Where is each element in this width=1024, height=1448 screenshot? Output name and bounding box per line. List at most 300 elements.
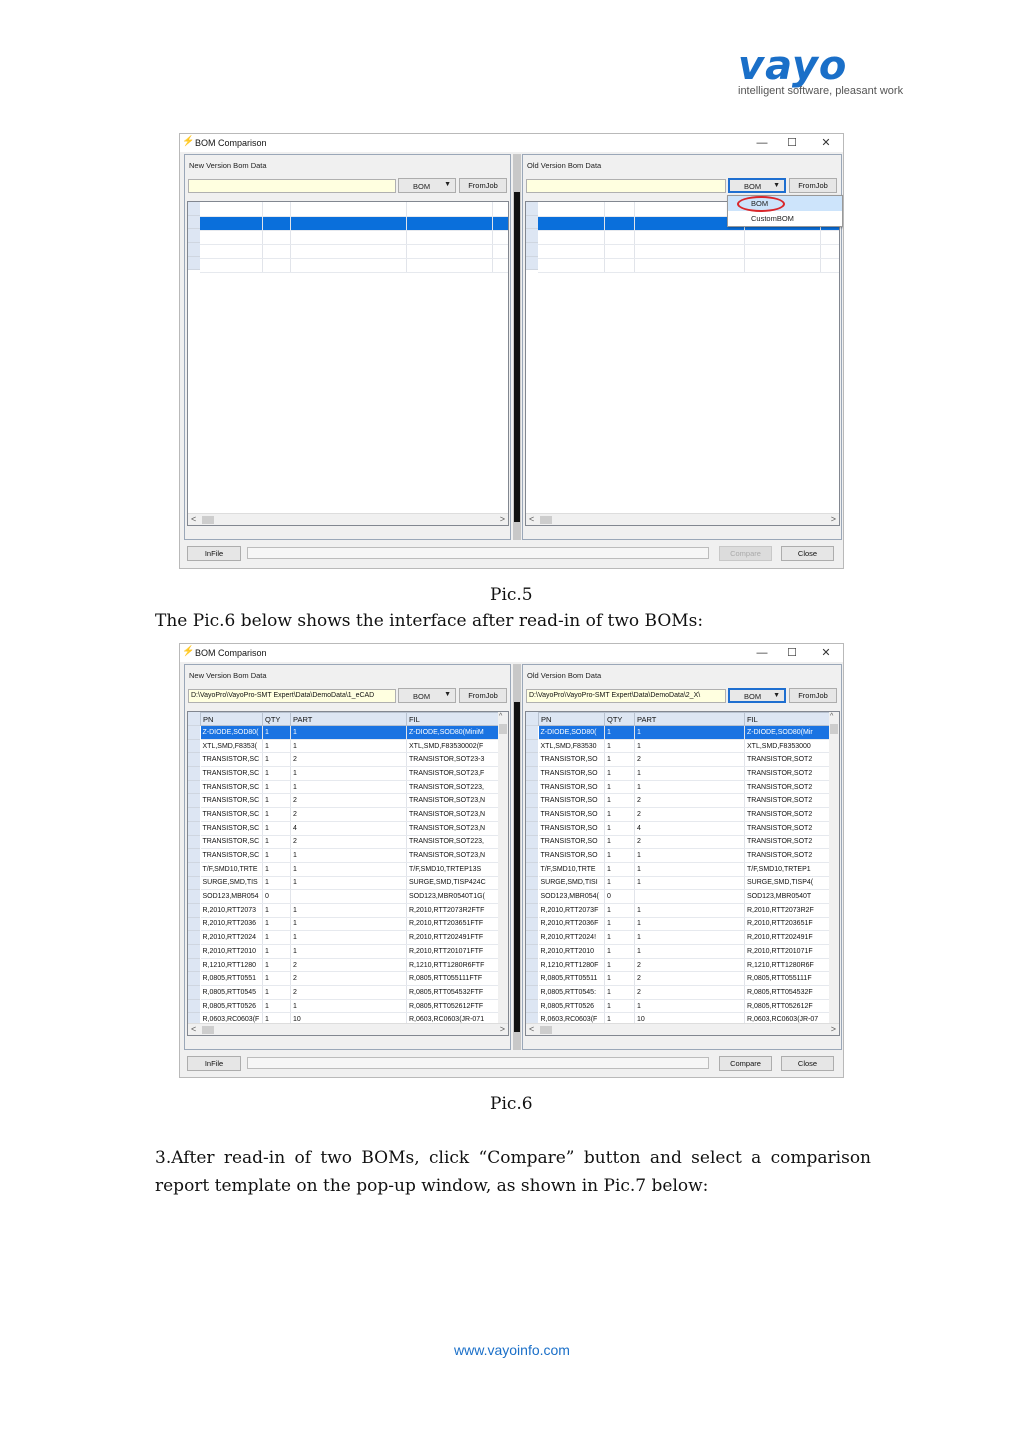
new-pane-label: New Version Bom Data bbox=[189, 671, 267, 680]
table-cell: TRANSISTOR,SOT2 bbox=[745, 821, 830, 835]
table-row[interactable] bbox=[539, 876, 830, 890]
table-cell: TRANSISTOR,SO bbox=[539, 794, 605, 808]
logo-tagline: intelligent software, pleasant work bbox=[738, 85, 904, 97]
table-cell: 1 bbox=[635, 726, 745, 740]
footer-url[interactable]: www.vayoinfo.com bbox=[454, 1342, 570, 1358]
scroll-left-icon[interactable]: < bbox=[529, 514, 535, 524]
table-row[interactable] bbox=[201, 999, 499, 1013]
table-cell: 1 bbox=[291, 849, 407, 863]
table-row[interactable] bbox=[201, 780, 499, 794]
table-row[interactable] bbox=[539, 972, 830, 986]
new-path-input[interactable] bbox=[188, 179, 396, 193]
table-cell: SOD123,MBR054 bbox=[201, 890, 263, 904]
table-cell: R,0603,RC0603(F bbox=[201, 1013, 263, 1027]
table-cell: 1 bbox=[635, 876, 745, 890]
table-cell: 1 bbox=[263, 862, 291, 876]
table-cell: 1 bbox=[605, 726, 635, 740]
scroll-up-icon[interactable]: ^ bbox=[499, 713, 503, 720]
table-row[interactable] bbox=[539, 808, 830, 822]
old-version-pane bbox=[522, 664, 842, 1050]
table-cell: R,1210,RTT1280R6FTF bbox=[407, 958, 499, 972]
table-row[interactable] bbox=[538, 230, 840, 244]
table-cell: SURGE,SMD,TISP424C bbox=[407, 876, 499, 890]
table-cell: 1 bbox=[605, 931, 635, 945]
table-row[interactable] bbox=[201, 821, 499, 835]
scroll-up-icon[interactable]: ^ bbox=[830, 713, 834, 720]
table-cell: 1 bbox=[635, 780, 745, 794]
table-cell: 1 bbox=[605, 917, 635, 931]
new-bom-type-select[interactable] bbox=[398, 178, 456, 193]
table-cell: 1 bbox=[291, 931, 407, 945]
table-row[interactable] bbox=[539, 917, 830, 931]
horizontal-scrollbar[interactable] bbox=[526, 1023, 839, 1035]
table-cell: R,2010,RTT2036 bbox=[201, 917, 263, 931]
table-row[interactable] bbox=[201, 808, 499, 822]
table-cell: 1 bbox=[291, 876, 407, 890]
table-cell: 4 bbox=[291, 821, 407, 835]
table-cell: 1 bbox=[635, 739, 745, 753]
new-bom-table bbox=[200, 202, 509, 273]
table-row[interactable] bbox=[539, 821, 830, 835]
table-cell: TRANSISTOR,SOT23,N bbox=[407, 821, 499, 835]
table-row[interactable] bbox=[201, 753, 499, 767]
step-3-paragraph: 3.After read-in of two BOMs, click “Compare” button and select a comparison report template on the pop-up window, as shown in Pic.7 below: bbox=[155, 1148, 871, 1196]
table-cell: 2 bbox=[291, 794, 407, 808]
table-cell: 2 bbox=[635, 958, 745, 972]
table-cell: TRANSISTOR,SOT2 bbox=[745, 808, 830, 822]
table-cell: TRANSISTOR,SO bbox=[539, 835, 605, 849]
table-cell: TRANSISTOR,SOT23,N bbox=[407, 794, 499, 808]
splitter-bar bbox=[514, 702, 520, 1032]
old-combo-value: BOM bbox=[744, 182, 762, 191]
vertical-scrollbar[interactable] bbox=[829, 712, 839, 1023]
table-cell: 1 bbox=[605, 780, 635, 794]
table-cell: 1 bbox=[605, 876, 635, 890]
scroll-thumb[interactable] bbox=[540, 516, 552, 524]
table-cell: 2 bbox=[635, 808, 745, 822]
new-bom-grid[interactable] bbox=[187, 711, 509, 1036]
table-cell: R,1210,RTT1280R6F bbox=[745, 958, 830, 972]
old-bom-type-select[interactable] bbox=[728, 178, 786, 193]
table-cell: R,2010,RTT201071FTF bbox=[407, 945, 499, 959]
table-row[interactable] bbox=[201, 931, 499, 945]
chevron-down-icon: ▼ bbox=[444, 181, 451, 188]
table-cell: 2 bbox=[291, 958, 407, 972]
table-cell: 1 bbox=[263, 931, 291, 945]
vertical-scrollbar[interactable] bbox=[498, 712, 508, 1023]
table-cell: R,2010,RTT2036F bbox=[539, 917, 605, 931]
table-cell: 1 bbox=[263, 999, 291, 1013]
table-cell: 1 bbox=[635, 862, 745, 876]
table-cell: 1 bbox=[605, 808, 635, 822]
new-pane-label: New Version Bom Data bbox=[189, 161, 267, 170]
table-cell: 4 bbox=[635, 821, 745, 835]
table-row[interactable] bbox=[539, 986, 830, 1000]
table-row[interactable] bbox=[201, 876, 499, 890]
table-cell: R,2010,RTT2073R2F bbox=[745, 903, 830, 917]
table-cell: 1 bbox=[635, 945, 745, 959]
old-path-input[interactable] bbox=[526, 179, 726, 193]
caption-pic6: Pic.6 bbox=[490, 1094, 533, 1114]
table-row[interactable] bbox=[200, 202, 509, 216]
table-cell: TRANSISTOR,SOT2 bbox=[745, 849, 830, 863]
table-cell: 1 bbox=[291, 767, 407, 781]
table-cell: R,0805,RTT055111FTF bbox=[407, 972, 499, 986]
table-cell: 2 bbox=[635, 972, 745, 986]
table-cell: 1 bbox=[263, 780, 291, 794]
pane-splitter[interactable] bbox=[513, 664, 521, 1050]
old-combo-value: BOM bbox=[744, 692, 762, 701]
table-cell: R,2010,RTT2024! bbox=[539, 931, 605, 945]
scroll-thumb[interactable] bbox=[499, 724, 507, 734]
table-cell: 1 bbox=[263, 821, 291, 835]
table-row[interactable] bbox=[201, 767, 499, 781]
scroll-right-icon[interactable]: > bbox=[830, 1024, 836, 1034]
table-cell: 1 bbox=[605, 862, 635, 876]
scroll-right-icon[interactable]: > bbox=[499, 1024, 505, 1034]
table-cell: TRANSISTOR,SC bbox=[201, 821, 263, 835]
new-bom-type-select[interactable] bbox=[398, 688, 456, 703]
compare-button[interactable]: Compare bbox=[719, 1056, 772, 1071]
table-cell: SURGE,SMD,TISI bbox=[539, 876, 605, 890]
table-cell: 1 bbox=[635, 917, 745, 931]
scroll-right-icon[interactable]: > bbox=[499, 514, 505, 524]
new-bom-grid[interactable] bbox=[187, 201, 509, 526]
table-cell: 1 bbox=[263, 972, 291, 986]
table-cell: 1 bbox=[263, 903, 291, 917]
highlight-ring bbox=[737, 196, 785, 212]
table-cell: 1 bbox=[291, 999, 407, 1013]
table-row[interactable] bbox=[539, 780, 830, 794]
table-cell: 1 bbox=[263, 958, 291, 972]
table-row[interactable] bbox=[201, 862, 499, 876]
table-cell: 2 bbox=[291, 835, 407, 849]
table-cell: 1 bbox=[263, 794, 291, 808]
table-cell: R,2010,RTT2024 bbox=[201, 931, 263, 945]
table-row[interactable] bbox=[201, 958, 499, 972]
table-row[interactable] bbox=[538, 244, 840, 258]
progress-bar bbox=[247, 1057, 709, 1069]
table-cell: TRANSISTOR,SOT2 bbox=[745, 753, 830, 767]
table-cell: 1 bbox=[605, 739, 635, 753]
table-cell: R,1210,RTT1280F bbox=[539, 958, 605, 972]
new-version-pane bbox=[184, 154, 511, 540]
compare-button[interactable]: Compare bbox=[719, 546, 772, 561]
table-row[interactable] bbox=[201, 945, 499, 959]
app-icon: ⚡ bbox=[182, 646, 195, 657]
table-cell: R,0805,RTT054532F bbox=[745, 986, 830, 1000]
horizontal-scrollbar[interactable] bbox=[188, 513, 508, 525]
table-cell: TRANSISTOR,SO bbox=[539, 753, 605, 767]
table-row[interactable] bbox=[539, 862, 830, 876]
table-cell: 1 bbox=[263, 917, 291, 931]
table-cell: 1 bbox=[605, 999, 635, 1013]
old-path-input[interactable]: D:\VayoPro\VayoPro-SMT Expert\Data\DemoData\2_X\ bbox=[526, 689, 726, 703]
table-row[interactable] bbox=[539, 890, 830, 904]
table-cell: T/F,SMD10,TRTEP13S bbox=[407, 862, 499, 876]
table-cell: TRANSISTOR,SOT223, bbox=[407, 780, 499, 794]
table-cell: TRANSISTOR,SO bbox=[539, 780, 605, 794]
table-row[interactable] bbox=[201, 917, 499, 931]
table-cell: 1 bbox=[263, 808, 291, 822]
table-cell: R,0603,RC0603(F bbox=[539, 1013, 605, 1027]
table-cell: SOD123,MBR0540T1G( bbox=[407, 890, 499, 904]
scroll-thumb[interactable] bbox=[540, 1026, 552, 1034]
table-row[interactable] bbox=[539, 835, 830, 849]
table-cell: XTL,SMD,F83530002(F bbox=[407, 739, 499, 753]
pane-splitter[interactable] bbox=[513, 154, 521, 540]
table-row[interactable] bbox=[539, 931, 830, 945]
table-cell: XTL,SMD,F83530 bbox=[539, 739, 605, 753]
old-bom-grid[interactable] bbox=[525, 711, 840, 1036]
table-row[interactable] bbox=[539, 903, 830, 917]
row-headers bbox=[526, 202, 538, 272]
dropdown-option-custombom[interactable]: CustomBOM bbox=[751, 214, 794, 223]
table-cell: SURGE,SMD,TIS bbox=[201, 876, 263, 890]
horizontal-scrollbar[interactable] bbox=[526, 513, 839, 525]
table-cell: 1 bbox=[263, 739, 291, 753]
table-row[interactable] bbox=[201, 986, 499, 1000]
table-cell: 1 bbox=[635, 931, 745, 945]
scroll-left-icon[interactable]: < bbox=[529, 1024, 535, 1034]
table-cell: 1 bbox=[263, 726, 291, 740]
table-row[interactable] bbox=[538, 258, 840, 272]
table-row[interactable] bbox=[200, 244, 509, 258]
scroll-thumb[interactable] bbox=[830, 724, 838, 734]
table-row[interactable] bbox=[539, 999, 830, 1013]
table-row[interactable] bbox=[200, 258, 509, 272]
close-window-button[interactable]: ✕ bbox=[821, 137, 831, 149]
row-headers bbox=[188, 712, 200, 1035]
intro-pic6: The Pic.6 below shows the interface after read-in of two BOMs: bbox=[155, 611, 704, 631]
close-button[interactable]: Close bbox=[781, 1056, 834, 1071]
table-cell: R,2010,RTT2073F bbox=[539, 903, 605, 917]
col-header-fil[interactable]: FIL bbox=[745, 713, 830, 726]
table-row[interactable] bbox=[201, 726, 499, 740]
table-cell: XTL,SMD,F8353000 bbox=[745, 739, 830, 753]
table-cell: 1 bbox=[605, 835, 635, 849]
col-header-pn[interactable]: PN bbox=[201, 713, 263, 726]
table-cell: 1 bbox=[605, 821, 635, 835]
table-cell: T/F,SMD10,TRTEP1 bbox=[745, 862, 830, 876]
table-cell: R,2010,RTT203651FTF bbox=[407, 917, 499, 931]
close-window-button[interactable]: ✕ bbox=[821, 647, 831, 659]
scroll-left-icon[interactable]: < bbox=[191, 514, 197, 524]
table-cell: 2 bbox=[291, 986, 407, 1000]
table-cell: R,0805,RTT052612FTF bbox=[407, 999, 499, 1013]
table-row[interactable] bbox=[539, 794, 830, 808]
table-cell: 1 bbox=[291, 739, 407, 753]
table-cell: 1 bbox=[263, 986, 291, 1000]
infile-button[interactable]: InFile bbox=[187, 1056, 241, 1071]
table-cell: 1 bbox=[635, 903, 745, 917]
table-cell: 1 bbox=[291, 862, 407, 876]
window-title: BOM Comparison bbox=[195, 138, 267, 148]
maximize-button[interactable]: ☐ bbox=[787, 137, 797, 149]
minimize-button[interactable]: — bbox=[756, 137, 768, 149]
col-header-pn[interactable]: PN bbox=[539, 713, 605, 726]
old-bom-table bbox=[538, 712, 830, 1032]
table-cell: R,2010,RTT2073 bbox=[201, 903, 263, 917]
scroll-left-icon[interactable]: < bbox=[191, 1024, 197, 1034]
new-fromjob-button[interactable]: FromJob bbox=[459, 688, 507, 703]
col-header-qty[interactable]: QTY bbox=[263, 713, 291, 726]
table-cell: TRANSISTOR,SO bbox=[539, 767, 605, 781]
logo-wordmark: vayo bbox=[738, 43, 848, 89]
table-cell: R,0805,RTT0526 bbox=[201, 999, 263, 1013]
table-cell: R,0805,RTT055111F bbox=[745, 972, 830, 986]
table-cell: 2 bbox=[635, 794, 745, 808]
old-fromjob-button[interactable]: FromJob bbox=[789, 178, 837, 193]
table-cell: 1 bbox=[605, 794, 635, 808]
table-cell: TRANSISTOR,SO bbox=[539, 849, 605, 863]
table-cell: TRANSISTOR,SC bbox=[201, 808, 263, 822]
table-cell: 1 bbox=[291, 917, 407, 931]
table-row[interactable] bbox=[539, 767, 830, 781]
table-cell: SOD123,MBR0540T bbox=[745, 890, 830, 904]
table-cell: 10 bbox=[635, 1013, 745, 1027]
table-cell: 1 bbox=[605, 903, 635, 917]
table-cell: R,2010,RTT203651F bbox=[745, 917, 830, 931]
table-cell: R,2010,RTT2010 bbox=[539, 945, 605, 959]
table-cell: TRANSISTOR,SC bbox=[201, 753, 263, 767]
table-row[interactable] bbox=[201, 972, 499, 986]
table-cell: R,2010,RTT202491F bbox=[745, 931, 830, 945]
table-cell: 1 bbox=[263, 945, 291, 959]
col-header-part[interactable]: PART bbox=[635, 713, 745, 726]
table-row[interactable] bbox=[539, 945, 830, 959]
table-cell: TRANSISTOR,SOT2 bbox=[745, 780, 830, 794]
minimize-button[interactable]: — bbox=[756, 647, 768, 659]
infile-button[interactable]: InFile bbox=[187, 546, 241, 561]
maximize-button[interactable]: ☐ bbox=[787, 647, 797, 659]
table-cell: 2 bbox=[291, 753, 407, 767]
new-table-body bbox=[201, 726, 499, 1032]
table-cell: R,0805,RTT0545 bbox=[201, 986, 263, 1000]
chevron-down-icon: ▼ bbox=[773, 182, 780, 189]
new-combo-value: BOM bbox=[413, 692, 431, 701]
table-cell: 1 bbox=[635, 999, 745, 1013]
scroll-thumb[interactable] bbox=[202, 516, 214, 524]
table-row[interactable] bbox=[201, 903, 499, 917]
chevron-down-icon: ▼ bbox=[444, 691, 451, 698]
table-cell: Z-DIODE,SOD80(MiniM bbox=[407, 726, 499, 740]
table-cell: R,0805,RTT052612F bbox=[745, 999, 830, 1013]
table-cell: TRANSISTOR,SC bbox=[201, 780, 263, 794]
table-row[interactable] bbox=[539, 739, 830, 753]
table-cell: 1 bbox=[263, 876, 291, 890]
chevron-down-icon: ▼ bbox=[773, 692, 780, 699]
table-cell: SOD123,MBR054( bbox=[539, 890, 605, 904]
table-row[interactable] bbox=[201, 835, 499, 849]
table-cell: 1 bbox=[605, 753, 635, 767]
vayo-logo bbox=[738, 43, 908, 98]
table-cell: TRANSISTOR,SC bbox=[201, 794, 263, 808]
table-cell: 1 bbox=[291, 726, 407, 740]
table-header bbox=[201, 713, 499, 726]
table-row[interactable] bbox=[200, 216, 509, 230]
table-row[interactable] bbox=[200, 230, 509, 244]
old-fromjob-button[interactable]: FromJob bbox=[789, 688, 837, 703]
table-cell: R,0805,RTT054532FTF bbox=[407, 986, 499, 1000]
table-row[interactable] bbox=[539, 958, 830, 972]
table-cell: XTL,SMD,F8353( bbox=[201, 739, 263, 753]
table-row[interactable] bbox=[201, 890, 499, 904]
progress-bar bbox=[247, 547, 709, 559]
table-cell: 2 bbox=[635, 753, 745, 767]
table-cell: R,2010,RTT202491FTF bbox=[407, 931, 499, 945]
table-cell: R,0603,RC0603(JR-07 bbox=[745, 1013, 830, 1027]
table-cell: 1 bbox=[263, 753, 291, 767]
table-header bbox=[539, 713, 830, 726]
table-cell: R,1210,RTT1280 bbox=[201, 958, 263, 972]
new-version-pane bbox=[184, 664, 511, 1050]
table-cell bbox=[291, 890, 407, 904]
table-row[interactable] bbox=[539, 849, 830, 863]
table-row[interactable] bbox=[539, 726, 830, 740]
dropdown-option-bom[interactable]: BOM bbox=[728, 196, 842, 211]
close-button[interactable]: Close bbox=[781, 546, 834, 561]
table-cell: 2 bbox=[291, 972, 407, 986]
window-title: BOM Comparison bbox=[195, 648, 267, 658]
horizontal-scrollbar[interactable] bbox=[188, 1023, 508, 1035]
table-row[interactable] bbox=[201, 794, 499, 808]
title-bar bbox=[180, 134, 843, 152]
new-path-input[interactable]: D:\VayoPro\VayoPro-SMT Expert\Data\DemoData\1_eCAD bbox=[188, 689, 396, 703]
table-cell: 1 bbox=[605, 767, 635, 781]
table-cell: R,2010,RTT201071F bbox=[745, 945, 830, 959]
table-cell: 1 bbox=[263, 1013, 291, 1027]
new-combo-value: BOM bbox=[413, 182, 431, 191]
table-cell: TRANSISTOR,SOT2 bbox=[745, 767, 830, 781]
caption-pic5: Pic.5 bbox=[490, 585, 533, 605]
table-cell: 1 bbox=[605, 972, 635, 986]
app-icon: ⚡ bbox=[182, 136, 195, 147]
table-cell: T/F,SMD10,TRTE bbox=[201, 862, 263, 876]
col-header-part[interactable]: PART bbox=[291, 713, 407, 726]
old-pane-label: Old Version Bom Data bbox=[527, 161, 602, 170]
old-bom-grid[interactable] bbox=[525, 201, 840, 526]
table-cell: TRANSISTOR,SC bbox=[201, 835, 263, 849]
table-cell bbox=[635, 890, 745, 904]
table-cell: TRANSISTOR,SOT23-3 bbox=[407, 753, 499, 767]
table-cell: TRANSISTOR,SOT23,N bbox=[407, 849, 499, 863]
table-cell: 0 bbox=[605, 890, 635, 904]
table-row[interactable] bbox=[539, 753, 830, 767]
bom-comparison-window-pic5 bbox=[179, 133, 844, 569]
table-cell: R,0805,RTT0545: bbox=[539, 986, 605, 1000]
old-table-body bbox=[539, 726, 830, 1032]
table-cell: 1 bbox=[291, 945, 407, 959]
table-row[interactable] bbox=[201, 849, 499, 863]
table-cell: SURGE,SMD,TISP4( bbox=[745, 876, 830, 890]
table-cell: 1 bbox=[291, 903, 407, 917]
table-cell: R,0805,RTT0551 bbox=[201, 972, 263, 986]
table-cell: 2 bbox=[291, 808, 407, 822]
new-fromjob-button[interactable]: FromJob bbox=[459, 178, 507, 193]
table-cell: 1 bbox=[263, 767, 291, 781]
table-cell: TRANSISTOR,SOT23,F bbox=[407, 767, 499, 781]
table-cell: TRANSISTOR,SOT23,N bbox=[407, 808, 499, 822]
table-cell: 1 bbox=[263, 835, 291, 849]
col-header-qty[interactable]: QTY bbox=[605, 713, 635, 726]
scroll-thumb[interactable] bbox=[202, 1026, 214, 1034]
table-row[interactable] bbox=[201, 739, 499, 753]
old-bom-type-select[interactable] bbox=[728, 688, 786, 703]
old-version-pane bbox=[522, 154, 842, 540]
col-header-fil[interactable]: FIL bbox=[407, 713, 499, 726]
scroll-right-icon[interactable]: > bbox=[830, 514, 836, 524]
